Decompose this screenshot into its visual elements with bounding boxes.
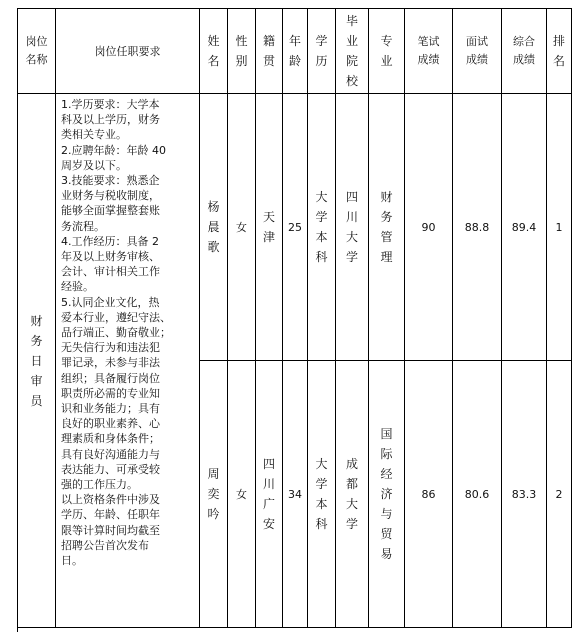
requirement-line: 限等计算时间均截至 bbox=[61, 523, 160, 537]
header-native-place: 籍贯 bbox=[256, 9, 283, 94]
text-cursor bbox=[17, 624, 18, 632]
header-row bbox=[18, 9, 572, 94]
requirement-line: 务流程。 bbox=[61, 219, 105, 233]
requirement-line: 理素质和身体条件； bbox=[61, 432, 160, 446]
candidate-rank: 2 bbox=[547, 361, 572, 628]
candidate-name: 周奕吟 bbox=[200, 361, 228, 628]
candidate-native-place: 天津 bbox=[256, 94, 283, 361]
results-table bbox=[17, 8, 572, 628]
requirement-line: 3.技能要求：熟悉企 bbox=[61, 174, 160, 188]
header-rank: 排名 bbox=[547, 9, 572, 94]
candidate-native-place: 四川广安 bbox=[256, 361, 283, 628]
header-name: 姓名 bbox=[200, 9, 228, 94]
candidate-age: 25 bbox=[283, 94, 308, 361]
requirement-line: 识和业务能力；具有 bbox=[61, 402, 160, 416]
requirement-line: 周岁及以下。 bbox=[61, 158, 127, 172]
requirement-line: 1.学历要求：大学本 bbox=[61, 98, 160, 111]
requirement-line: 日。 bbox=[61, 554, 83, 568]
requirement-line: 组织；具备履行岗位 bbox=[61, 371, 160, 385]
candidate-education: 大学本科 bbox=[308, 94, 336, 361]
header-gender: 性别 bbox=[228, 9, 256, 94]
header-interview-score: 面试成绩 bbox=[453, 9, 502, 94]
requirement-line: 年及以上财务审核、 bbox=[61, 250, 160, 264]
candidate-school: 成都大学 bbox=[336, 361, 369, 628]
post-name-cell: 财务日审员 bbox=[18, 94, 56, 628]
header-major: 专业 bbox=[369, 9, 405, 94]
candidate-age: 34 bbox=[283, 361, 308, 628]
candidate-education: 大学本科 bbox=[308, 361, 336, 628]
requirement-line: 良好的职业素养、心 bbox=[61, 417, 160, 431]
candidate-total-score: 83.3 bbox=[502, 361, 547, 628]
requirement-line: 业财务与税收制度， bbox=[61, 189, 160, 203]
requirement-line: 科及以上学历，财务 bbox=[61, 113, 160, 127]
candidate-written-score: 86 bbox=[405, 361, 453, 628]
requirements-cell bbox=[56, 94, 200, 628]
requirement-line: 爱本行业，遵纪守法、 bbox=[61, 310, 171, 324]
candidate-name: 杨晨歌 bbox=[200, 94, 228, 361]
requirement-line: 无失信行为和违法犯 bbox=[61, 341, 160, 355]
header-written-score: 笔试成绩 bbox=[405, 9, 453, 94]
requirement-line: 具有良好沟通能力与 bbox=[61, 447, 160, 461]
results-table-container bbox=[17, 8, 565, 624]
candidate-rank: 1 bbox=[547, 94, 572, 361]
requirement-line: 品行端正、勤奋敬业； bbox=[61, 326, 171, 340]
requirement-line: 表达能力、可承受较 bbox=[61, 462, 160, 476]
requirement-line: 学历、年龄、任职年 bbox=[61, 508, 160, 522]
requirement-line: 经验。 bbox=[61, 280, 94, 294]
requirement-line: 类相关专业。 bbox=[61, 128, 127, 142]
header-total-score: 综合成绩 bbox=[502, 9, 547, 94]
header-requirements: 岗位任职要求 bbox=[56, 9, 200, 94]
candidate-major: 财务管理 bbox=[369, 94, 405, 361]
header-age: 年龄 bbox=[283, 9, 308, 94]
header-post-name: 岗位名称 bbox=[18, 9, 56, 94]
candidate-written-score: 90 bbox=[405, 94, 453, 361]
requirement-line: 会计、审计相关工作 bbox=[61, 265, 160, 279]
requirement-line: 强的工作压力。 bbox=[61, 478, 138, 492]
requirement-line: 罪记录，未参与非法 bbox=[61, 356, 160, 370]
candidate-gender: 女 bbox=[228, 94, 256, 361]
requirement-line: 4.工作经历：具备 2 bbox=[61, 234, 159, 248]
requirement-line: 职责所必需的专业知 bbox=[61, 386, 160, 400]
candidate-interview-score: 80.6 bbox=[453, 361, 502, 628]
header-education: 学历 bbox=[308, 9, 336, 94]
requirement-line: 5.认同企业文化，热 bbox=[61, 295, 160, 309]
candidate-gender: 女 bbox=[228, 361, 256, 628]
candidate-interview-score: 88.8 bbox=[453, 94, 502, 361]
table-row bbox=[18, 94, 572, 361]
requirement-line: 2.应聘年龄：年龄 40 bbox=[61, 143, 166, 157]
requirement-line: 招聘公告首次发布 bbox=[61, 538, 149, 552]
requirement-line: 能够全面掌握整套账 bbox=[61, 204, 160, 218]
candidate-school: 四川大学 bbox=[336, 94, 369, 361]
candidate-major: 国际经济与贸易 bbox=[369, 361, 405, 628]
requirement-line: 以上资格条件中涉及 bbox=[61, 493, 160, 507]
header-school: 毕业院校 bbox=[336, 9, 369, 94]
candidate-total-score: 89.4 bbox=[502, 94, 547, 361]
